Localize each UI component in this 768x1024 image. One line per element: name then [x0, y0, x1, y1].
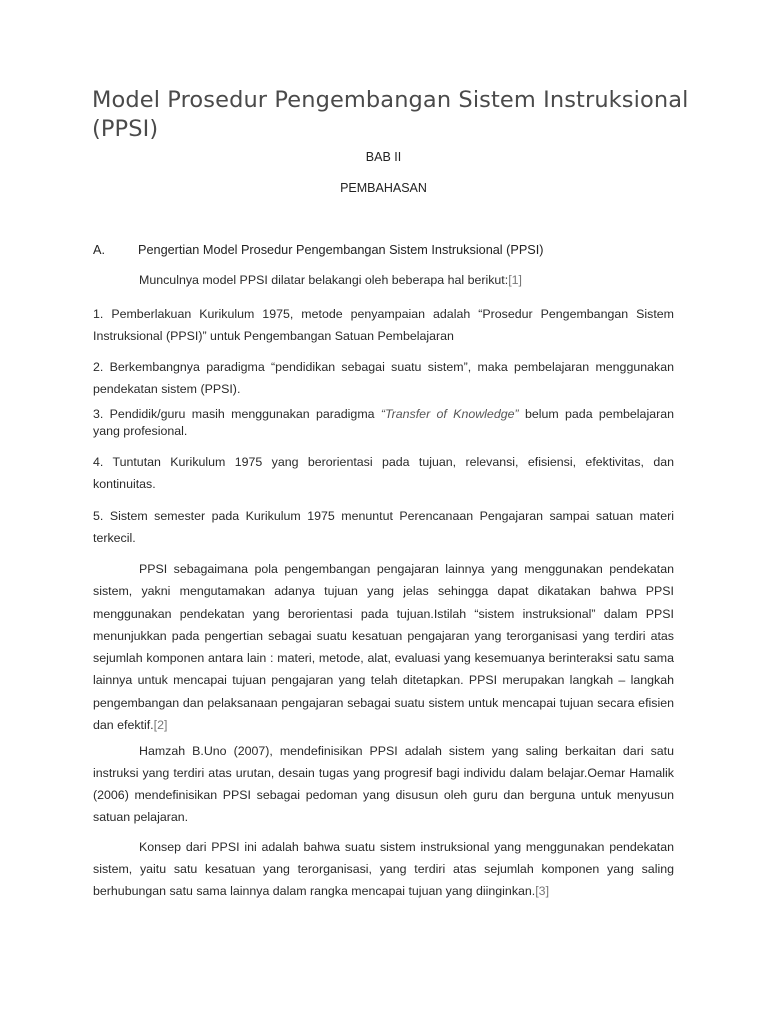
document-title: Model Prosedur Pengembangan Sistem Instruksional (PPSI): [92, 87, 689, 142]
section-letter: A.: [93, 243, 105, 257]
body-paragraph-3: [93, 836, 674, 902]
list-item-4: 4. Tuntutan Kurikulum 1975 yang berorientasi pada tujuan, relevansi, efisiensi, efektivitas, dan kontinuitas.: [93, 455, 674, 491]
chapter-heading: PEMBAHASAN: [340, 181, 427, 195]
body-paragraph-3-text: Konsep dari PPSI ini adalah bahwa suatu sistem instruksional yang menggunakan pendekatan sistem, yaitu satu kesatuan yang terorganisasi, yang terdiri atas sejumlah komponen yang saling berhubungan satu sama lainnya dalam rangka mencapai tujuan yang diinginkan.: [93, 840, 674, 898]
list-item-3-text-a: 3. Pendidik/guru masih menggunakan paradigma: [93, 407, 381, 421]
section-heading: [93, 243, 693, 257]
intro-text: Munculnya model PPSI dilatar belakangi oleh beberapa hal berikut:: [139, 273, 509, 287]
footnote-link-1[interactable]: [1]: [508, 273, 522, 287]
list-item-3-text-b: belum pada pembelajaran yang profesional.: [93, 407, 674, 438]
intro-paragraph: [139, 273, 522, 287]
body-paragraph-2: Hamzah B.Uno (2007), mendefinisikan PPSI adalah sistem yang saling berkaitan dari satu instruksi yang terdiri atas urutan, desain tugas yang progresif bagi individu dalam belajar.Oemar Hamalik (2006) mendefinisikan PPSI sebagai pedoman yang disusun oleh guru dan berguna untuk menyusun satuan pelajaran.: [93, 744, 674, 824]
list-item-1: 1. Pemberlakuan Kurikulum 1975, metode penyampaian adalah “Prosedur Pengembangan Sistem Instruksional (PPSI)” untuk Pengembangan Satuan Pembelajaran: [93, 307, 674, 343]
section-title: Pengertian Model Prosedur Pengembangan Sistem Instruksional (PPSI): [138, 243, 544, 257]
chapter-label: BAB II: [365, 150, 402, 164]
list-item-5: 5. Sistem semester pada Kurikulum 1975 menuntut Perencanaan Pengajaran sampai satuan materi terkecil.: [93, 509, 674, 545]
list-item-3: [93, 406, 674, 440]
list-item-2: 2. Berkembangnya paradigma “pendidikan sebagai suatu sistem”, maka pembelajaran menggunakan pendekatan sistem (PPSI).: [93, 360, 674, 396]
list-item-3-italic: “Transfer of Knowledge”: [380, 407, 519, 421]
body-paragraph-1: [93, 558, 674, 736]
footnote-link-3[interactable]: [3]: [535, 884, 550, 898]
footnote-link-2[interactable]: [2]: [153, 718, 168, 733]
body-paragraph-1-text: PPSI sebagaimana pola pengembangan pengajaran lainnya yang menggunakan pendekatan sistem, yakni mengutamakan adanya tujuan yang jelas sehingga dapat dikatakan bahwa PPSI menggunakan pendekatan yang berorientasi pada tujuan.Istilah “sistem instruksional” dalam PPSI menunjukkan pada pengertian sebagai suatu kesatuan pengajaran yang terorganisasi yang terdiri atas sejumlah komponen antara lain : materi, metode, alat, evaluasi yang kesemuanya berinteraksi satu sama lainnya untuk mencapai tujuan pengajaran yang telah ditetapkan. PPSI merupakan langkah – langkah pengembangan dan pelaksanaan pengajaran sebagai suatu sistem untuk mencapai tujuan secara efisien dan efektif.: [93, 562, 674, 733]
